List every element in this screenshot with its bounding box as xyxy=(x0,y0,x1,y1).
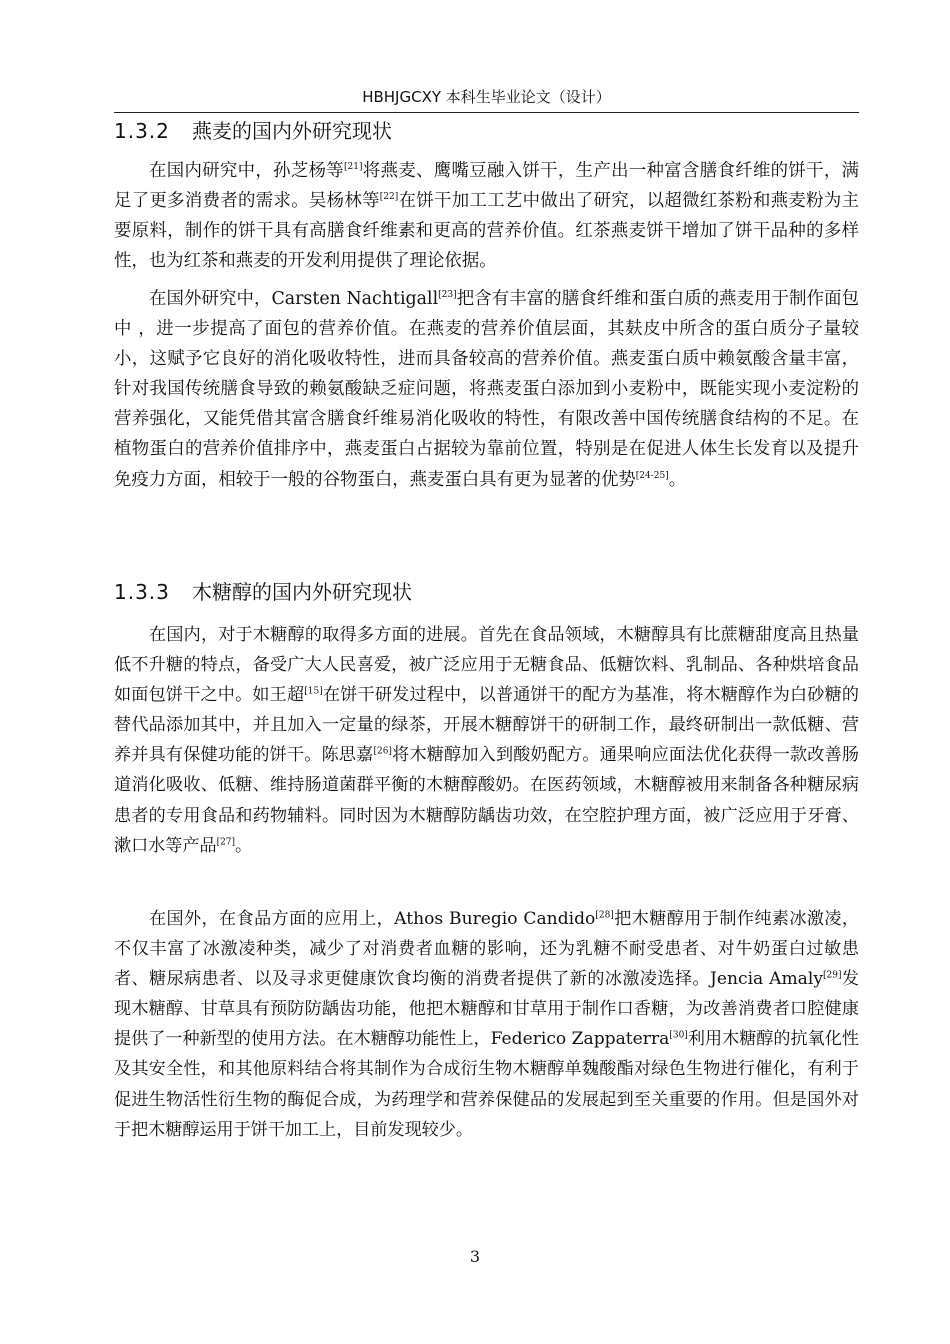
section-heading-1-3-2 xyxy=(114,116,859,146)
citation: [28] xyxy=(595,910,614,921)
text-run: 。 xyxy=(235,835,253,856)
text-run: 在国内研究中，孙芝杨等 xyxy=(149,161,345,181)
paragraph-oat-foreign xyxy=(114,284,859,495)
citation: [24-25] xyxy=(635,470,669,481)
paragraph-oat-domestic xyxy=(114,156,859,276)
page-number: 3 xyxy=(469,1247,481,1266)
text-run: 利用木糖醇的抗氧化性及其安全性，和其他原料结合将其制作为合成衍生物木糖醇单魏酸酯对绿色生物进行催化，有利于促进生物活性衍生物的酶促合成，为药理学和营养保健品的发展起到至关重要的作用。但是国外对于把木糖醇运用于饼干加工上，目前发现较少。 xyxy=(114,1029,859,1140)
citation: [21] xyxy=(344,162,363,173)
section-number: 1.3.2 xyxy=(114,119,170,143)
text-run: 在国外，在食品方面的应用上，Athos Buregio Candido xyxy=(149,909,596,929)
citation: [26] xyxy=(373,746,392,757)
running-header: HBHJGCXY 本科生毕业论文（设计） xyxy=(362,88,611,106)
citation: [29] xyxy=(822,970,842,981)
section-number: 1.3.3 xyxy=(114,580,170,604)
section-heading-1-3-3 xyxy=(114,577,859,607)
text-run: 将木糖醇加入到酸奶配方。通果响应面法优化获得一款改善肠道消化吸收、低糖、维持肠道菌群平衡的木糖醇酸奶。在医药领域，木糖醇被用来制备各种糖尿病患者的专用食品和药物辅料。同时因为木糖醇防龋齿功效，在空腔护理方面，被广泛应用于牙膏、漱口水等产品 xyxy=(114,745,859,856)
header-rule xyxy=(114,112,859,113)
section-title: 燕麦的国内外研究现状 xyxy=(192,119,392,143)
paragraph-xylitol-foreign xyxy=(114,904,859,1145)
text-run: 。 xyxy=(668,469,687,490)
text-run: 在饼干研发过程中，以普通饼干的配方为基准，将木糖醇作为白砂糖的替代品添加其中，并且加入一定量的绿茶，开展木糖醇饼干的研制工作，最终研制出一款低糖、营养并具有保健功能的饼干。陈思嘉 xyxy=(114,685,860,766)
text-run: 在国外研究中，Carsten Nachtigall xyxy=(149,289,439,309)
text-run: 将燕麦、鹰嘴豆融入饼干，生产出一种富含膳食纤维的饼干，满足了更多消费者的需求。吴杨林等 xyxy=(114,161,859,212)
paragraph-xylitol-domestic xyxy=(114,620,859,861)
citation: [22] xyxy=(379,192,399,203)
text-run: 在国内，对于木糖醇的取得多方面的进展。首先在食品领域，木糖醇具有比蔗糖甜度高且热量低不升糖的特点，备受广大人民喜爱，被广泛应用于无糖食品、低糖饮料、乳制品、各种烘培食品如面包饼干之中。如王超 xyxy=(114,625,859,706)
citation: [27] xyxy=(216,836,236,847)
text-run: 发现木糖醇、甘草具有预防防龋齿功能，他把木糖醇和甘草用于制作口香糖，为改善消费者口腔健康提供了一种新型的使用方法。在木糖醇功能性上，Federico Zappaterra xyxy=(114,969,859,1050)
citation: [23] xyxy=(438,290,457,301)
text-run: 在饼干加工工艺中做出了研究，以超微红茶粉和燕麦粉为主要原料，制作的饼干具有高膳食纤维素和更高的营养价值。红茶燕麦饼干增加了饼干品种的多样性，也为红茶和燕麦的开发利用提供了理论依据。 xyxy=(114,191,859,272)
citation: [15] xyxy=(304,686,323,697)
section-title: 木糖醇的国内外研究现状 xyxy=(192,580,412,604)
text-run: 把木糖醇用于制作纯素冰激凌，不仅丰富了冰激凌种类，减少了对消费者血糖的影响，还为乳糖不耐受患者、对牛奶蛋白过敏患者、糖尿病患者、以及寻求更健康饮食均衡的消费者提供了新的冰激凌选择。Jencia Amaly xyxy=(114,909,859,990)
citation: [30] xyxy=(669,1030,688,1041)
text-run: 把含有丰富的膳食纤维和蛋白质的燕麦用于制作面包中 ，进一步提高了面包的营养价值。在燕麦的营养价值层面，其麸皮中所含的蛋白质分子量较小，这赋予它良好的消化吸收特性，进而具备较高的营养价值。燕麦蛋白质中赖氨酸含量丰富，针对我国传统膳食导致的赖氨酸缺乏症问题，将燕麦蛋白添加到小麦粉中，既能实现小麦淀粉的营养强化，又能凭借其富含膳食纤维易消化吸收的特性，有限改善中国传统膳食结构的不足。在植物蛋白的营养价值排序中，燕麦蛋白占据较为靠前位置，特别是在促进人体生长发育以及提升免疫力方面，相较于一般的谷物蛋白，燕麦蛋白具有更为显著的优势 xyxy=(114,289,859,490)
